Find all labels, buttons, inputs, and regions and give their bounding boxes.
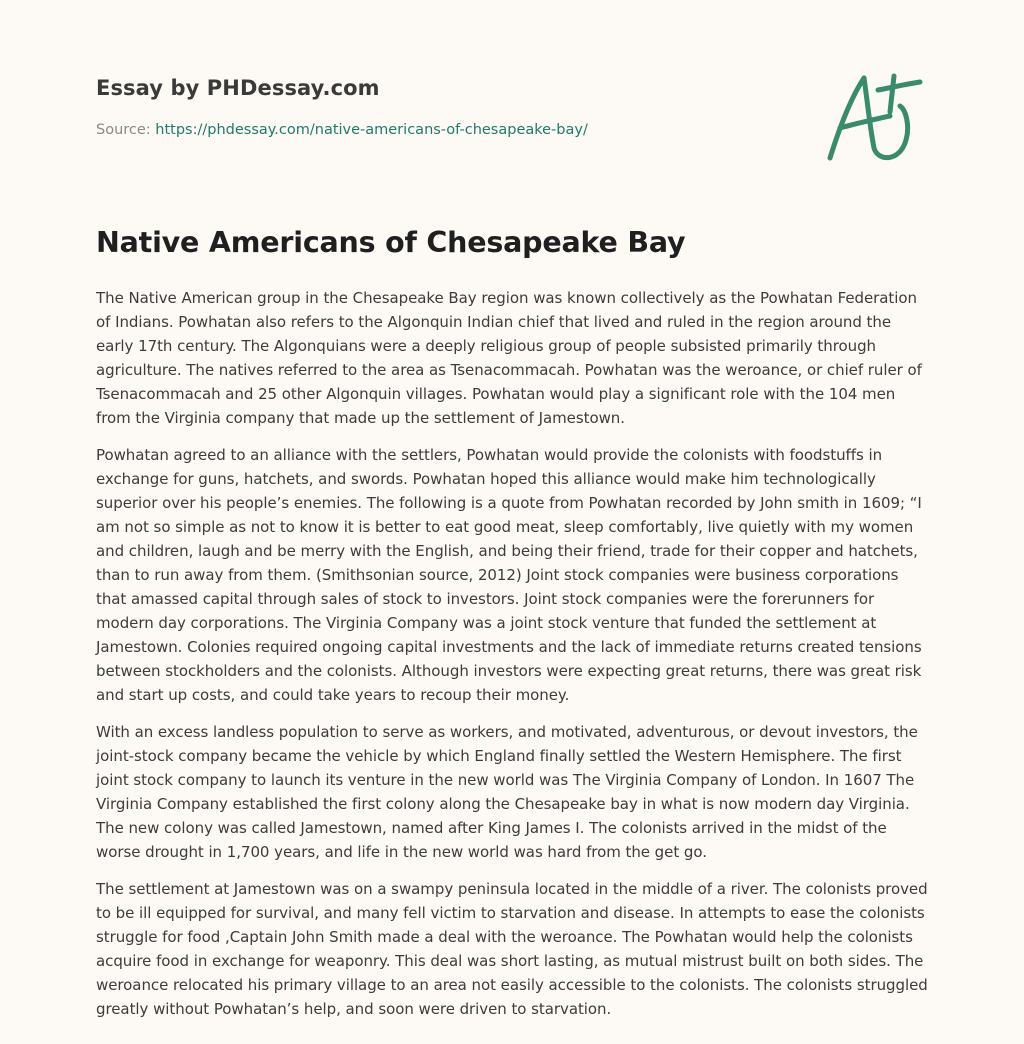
essay-body <box>96 286 932 1034</box>
essay-paragraph: The Native American group in the Chesapeake Bay region was known collectively as the Powhatan Federation of Indians. Powhatan also refers to the Algonquin Indian chief that lived and ruled in the region around the early 17th century. The Algonquians were a deeply religious group of people subsisted primarily through agriculture. The natives referred to the area as Tsenacommacah. Powhatan was the weroance, or chief ruler of Tsenacommacah and 25 other Algonquin villages. Powhatan would play a significant role with the 104 men from the Virginia company that made up the settlement of Jamestown. <box>96 289 922 427</box>
essay-paragraph: With an excess landless population to serve as workers, and motivated, adventurous, or devout investors, the joint-stock company became the vehicle by which England finally settled the Western Hemisphere. The first joint stock company to launch its venture in the new world was The Virginia Company of London. In 1607 The Virginia Company established the first colony along the Chesapeake bay in what is now modern day Virginia. The new colony was called Jamestown, named after King James I. The colonists arrived in the midst of the worse drought in 1,700 years, and life in the new world was hard from the get go. <box>96 723 918 861</box>
site-brand: Essay by PHDessay.com <box>96 76 380 100</box>
source-link[interactable]: https://phdessay.com/native-americans-of-chesapeake-bay/ <box>155 122 588 138</box>
a-plus-grade-icon <box>820 66 930 166</box>
essay-header <box>96 76 796 138</box>
essay-paragraph: Powhatan agreed to an alliance with the settlers, Powhatan would provide the colonists with foodstuffs in exchange for guns, hatchets, and swords. Powhatan hoped this alliance would make him technologically superior over his people’s enemies. The following is a quote from Powhatan recorded by John smith in 1609; “I am not so simple as not to know it is better to eat good meat, sleep comfortably, live quietly with my women and children, laugh and be merry with the English, and being their friend, trade for their copper and hatchets, than to run away from them. (Smithsonian source, 2012) Joint stock companies were business corporations that amassed capital through sales of stock to investors. Joint stock companies were the forerunners for modern day corporations. The Virginia Company was a joint stock venture that funded the settlement at Jamestown. Colonies required ongoing capital investments and the lack of immediate returns created tensions between stockholders and the colonists. Although investors were expecting great returns, there was great risk and start up costs, and could take years to recoup their money. <box>96 446 922 704</box>
page-title: Native Americans of Chesapeake Bay <box>96 226 686 259</box>
essay-paragraph: The settlement at Jamestown was on a swampy peninsula located in the middle of a river. The colonists proved to be ill equipped for survival, and many fell victim to starvation and disease. In attempts to ease the colonists struggle for food ,Captain John Smith made a deal with the weroance. The Powhatan would help the colonists acquire food in exchange for weaponry. This deal was short lasting, as mutual mistrust built on both sides. The weroance relocated his primary village to an area not easily accessible to the colonists. The colonists struggled greatly without Powhatan’s help, and soon were driven to starvation. <box>96 880 928 1018</box>
source-line <box>96 122 796 138</box>
source-label: Source: <box>96 122 156 138</box>
